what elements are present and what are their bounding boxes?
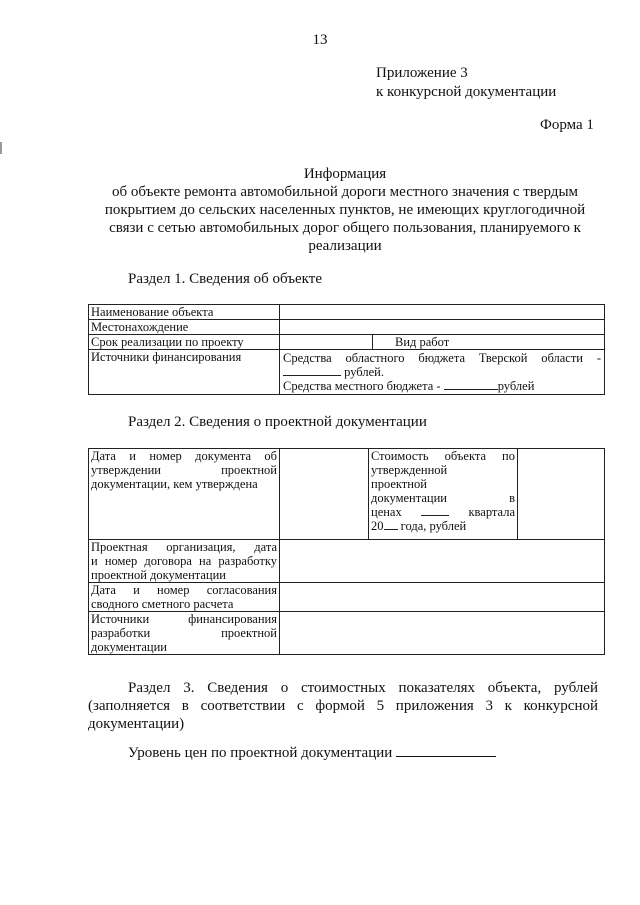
table-row bbox=[89, 350, 605, 395]
sources-value bbox=[280, 350, 605, 395]
price-level-label: Уровень цен по проектной документации bbox=[128, 745, 393, 761]
regional-budget-amount bbox=[283, 365, 601, 379]
rubles-text: рублей. bbox=[344, 365, 384, 379]
text-line: документации в bbox=[371, 491, 515, 505]
label-sources: Источники финансирования bbox=[89, 350, 280, 395]
form-label: Форма 1 bbox=[540, 117, 594, 133]
object-info-table bbox=[88, 304, 605, 395]
blank-field bbox=[444, 379, 498, 390]
text-line: проектной bbox=[371, 477, 427, 491]
table-row bbox=[89, 612, 605, 655]
appendix-line1: Приложение 3 bbox=[376, 65, 468, 81]
price-level-blank bbox=[396, 744, 496, 757]
label-object-name: Наименование объекта bbox=[89, 305, 280, 320]
section2-heading: Раздел 2. Сведения о проектной документации bbox=[128, 414, 427, 430]
table-row bbox=[89, 305, 605, 320]
title-line2: покрытием до сельских населенных пунктов, не имеющих круглогодичной bbox=[104, 202, 586, 218]
text-line: Дата и номер согласования bbox=[91, 583, 277, 597]
value-cell bbox=[280, 335, 373, 350]
blank-field bbox=[283, 365, 341, 376]
label-term: Срок реализации по проекту bbox=[89, 335, 280, 350]
local-budget-line bbox=[283, 379, 601, 393]
table-row bbox=[89, 449, 605, 540]
price-level-line bbox=[128, 744, 496, 762]
table-row bbox=[89, 320, 605, 335]
value-cell bbox=[280, 449, 369, 540]
text-line bbox=[371, 519, 515, 533]
year-rubles-text: года, рублей bbox=[400, 519, 467, 533]
title-line3: связи с сетью автомобильных дорог общего пользования, планируемого к bbox=[109, 220, 581, 236]
text-line: документации bbox=[91, 640, 167, 654]
work-type-text: Вид работ bbox=[395, 335, 450, 349]
label-estimate-approval bbox=[89, 583, 280, 612]
blank-field bbox=[421, 505, 449, 516]
section3-text: Раздел 3. Сведения о стоимостных показателях объекта, рублей (заполняется в соответствии с формой 5 приложения 3 к конкурсной документации) bbox=[88, 680, 598, 732]
text-line: утверждении проектной bbox=[91, 463, 277, 477]
text-line: Источники финансирования bbox=[91, 612, 277, 626]
regional-budget-line: Средства областного бюджета Тверской области - bbox=[283, 351, 601, 365]
quarter-text: квартала bbox=[468, 505, 515, 519]
table-row bbox=[89, 583, 605, 612]
appendix-line2: к конкурсной документации bbox=[376, 84, 557, 100]
value-cell bbox=[280, 583, 605, 612]
value-cell bbox=[280, 540, 605, 583]
value-cell bbox=[280, 612, 605, 655]
appendix-note bbox=[376, 64, 556, 102]
prices-text: ценах bbox=[371, 505, 402, 519]
blank-field bbox=[384, 519, 398, 530]
table-row bbox=[89, 335, 605, 350]
year-prefix: 20 bbox=[371, 519, 384, 533]
title-line4: реализации bbox=[308, 238, 382, 254]
text-line: сводного сметного расчета bbox=[91, 597, 234, 611]
local-budget-text: Средства местного бюджета - bbox=[283, 379, 441, 393]
table-row bbox=[89, 540, 605, 583]
text-line: утвержденной bbox=[371, 463, 448, 477]
text-line: разработки проектной bbox=[91, 626, 277, 640]
label-work-type bbox=[373, 335, 605, 350]
label-location: Местонахождение bbox=[89, 320, 280, 335]
text-line: Стоимость объекта по bbox=[371, 449, 515, 463]
project-docs-table bbox=[88, 448, 605, 655]
label-approval-document bbox=[89, 449, 280, 540]
text-line: Дата и номер документа об bbox=[91, 449, 277, 463]
label-design-org bbox=[89, 540, 280, 583]
text-line: и номер договора на разработку bbox=[91, 554, 277, 568]
page-number: 13 bbox=[312, 32, 328, 48]
label-object-cost bbox=[369, 449, 518, 540]
value-cell bbox=[518, 449, 605, 540]
title-line1: об объекте ремонта автомобильной дороги местного значения с твердым bbox=[111, 184, 579, 200]
text-line: проектной документации bbox=[91, 568, 226, 582]
rubles-text: рублей bbox=[497, 379, 535, 393]
document-title bbox=[90, 165, 600, 255]
text-line: Проектная организация, дата bbox=[91, 540, 277, 554]
margin-mark bbox=[0, 142, 2, 154]
label-dev-funding bbox=[89, 612, 280, 655]
text-line bbox=[371, 505, 515, 519]
value-cell bbox=[280, 305, 605, 320]
value-cell bbox=[280, 320, 605, 335]
text-line: документации, кем утверждена bbox=[91, 477, 258, 491]
title-heading: Информация bbox=[303, 166, 387, 182]
section1-heading: Раздел 1. Сведения об объекте bbox=[128, 271, 322, 287]
